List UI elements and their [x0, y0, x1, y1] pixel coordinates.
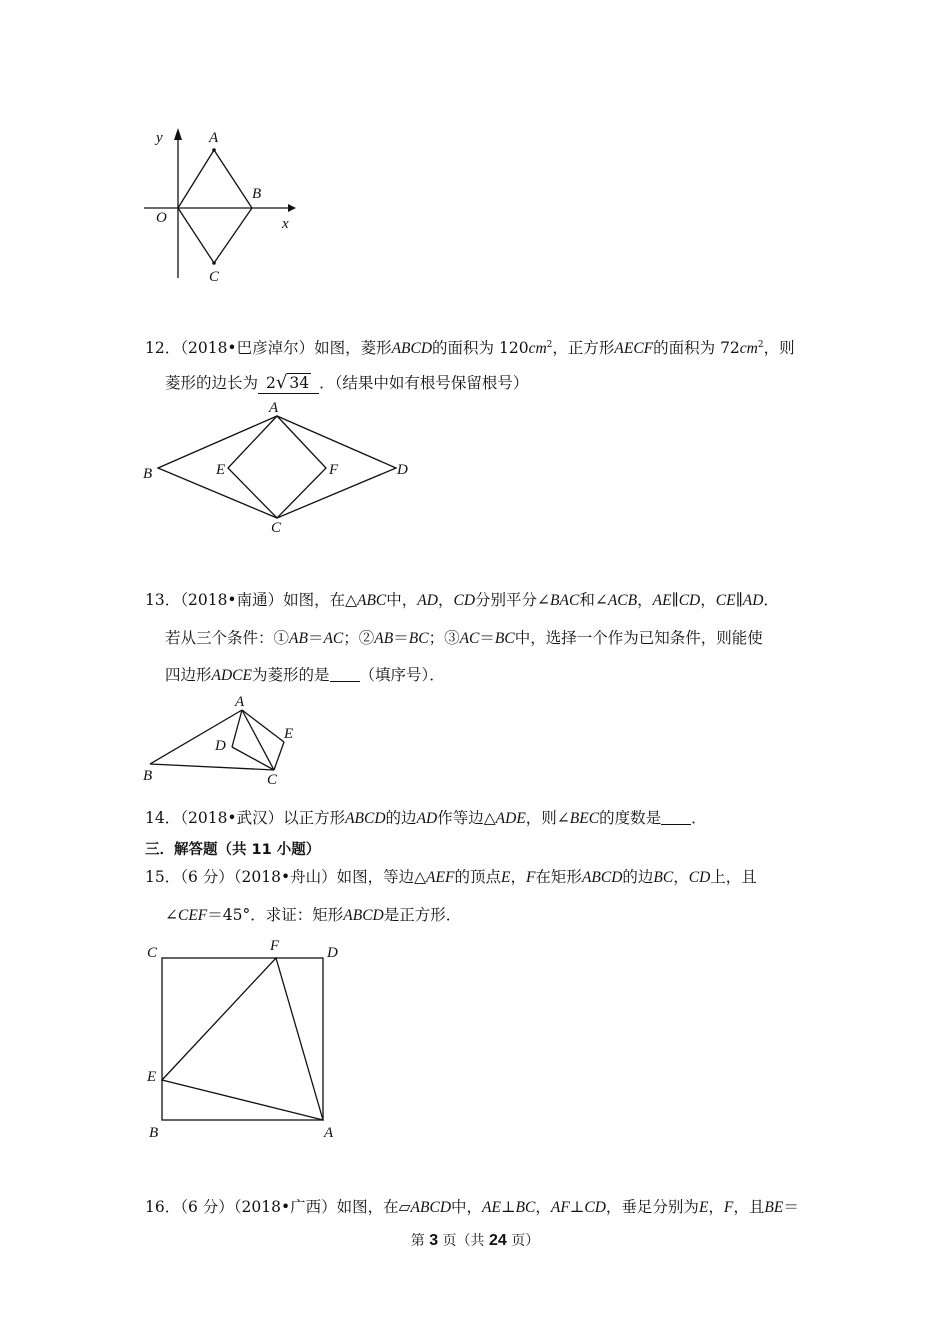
label-C: C	[147, 945, 158, 961]
page-footer: 第 3 页（共 24 页）	[410, 1232, 540, 1249]
q14-line: 14．（2018•武汉）以正方形ABCD的边AD作等边△ADE，则∠BEC的度数是 ．	[145, 809, 707, 827]
label-F: F	[329, 462, 339, 478]
answer-blank	[330, 667, 360, 682]
figure-q15-square-triangle	[138, 935, 348, 1145]
question-number: 12．	[145, 339, 181, 358]
q13-line2: 若从三个条件：①AB＝AC；②AB＝BC；③AC＝BC中，选择一个作为已知条件，则能使	[165, 629, 763, 647]
page-total: 24	[489, 1232, 507, 1249]
label-B: B	[143, 768, 153, 784]
figure-q13-triangle	[138, 690, 318, 790]
label-D: D	[215, 738, 226, 754]
q15-line1: 15．（6 分）（2018•舟山）如图，等边△AEF的顶点E，F在矩形ABCD的边BC，CD上，且	[145, 868, 757, 886]
figure-q11-rhombus-axes	[138, 120, 308, 290]
label-D: D	[397, 462, 408, 478]
q16-line: 16．（6 分）（2018•广西）如图，在▱ABCD中，AE⊥BC，AF⊥CD，垂足分别为E，F，且BE＝	[145, 1198, 799, 1216]
q12-line1: 12．（2018•巴彦淖尔）如图，菱形ABCD的面积为 $120cm^2$，正方形AECF的面积为 $72cm^2$，则	[145, 339, 795, 358]
q13-line3: 四边形ADCE为菱形的是 （填序号）．	[165, 666, 445, 684]
label-O: O	[156, 210, 167, 226]
label-A: A	[324, 1125, 334, 1141]
label-B: B	[149, 1125, 159, 1141]
label-B: B	[252, 186, 262, 202]
q15-line2: ∠CEF＝45°．求证：矩形ABCD是正方形．	[165, 906, 462, 924]
label-E: E	[284, 726, 294, 742]
question-number: 15．	[145, 868, 181, 886]
label-F: F	[270, 938, 280, 954]
answer-underline: 2√ 34	[258, 373, 319, 394]
label-A: A	[269, 400, 279, 416]
section-title: 三．解答题（共 11 小题）	[145, 842, 321, 858]
question-number: 13．	[145, 591, 181, 609]
figure-q12-rhombus-square	[138, 400, 418, 540]
q13-line1: 13．（2018•南通）如图，在△ABC中，AD，CD分别平分∠BAC和∠ACB，AE∥CD，CE∥AD．	[145, 591, 779, 609]
label-A: A	[209, 130, 219, 146]
label-B: B	[143, 466, 153, 482]
label-y: y	[156, 130, 163, 146]
q12-line2: 菱形的边长为 2√ 34 ．（结果中如有根号保留根号）	[165, 372, 529, 393]
label-C: C	[209, 269, 220, 285]
question-number: 16．	[145, 1198, 181, 1216]
label-A: A	[235, 694, 245, 710]
label-D: D	[327, 945, 338, 961]
answer-blank	[661, 810, 691, 825]
label-C: C	[271, 520, 282, 536]
label-x: x	[282, 216, 289, 232]
label-C: C	[267, 772, 278, 788]
question-number: 14．	[145, 809, 181, 827]
page-number: 3	[429, 1232, 439, 1249]
label-E: E	[147, 1069, 157, 1085]
label-E: E	[216, 462, 226, 478]
